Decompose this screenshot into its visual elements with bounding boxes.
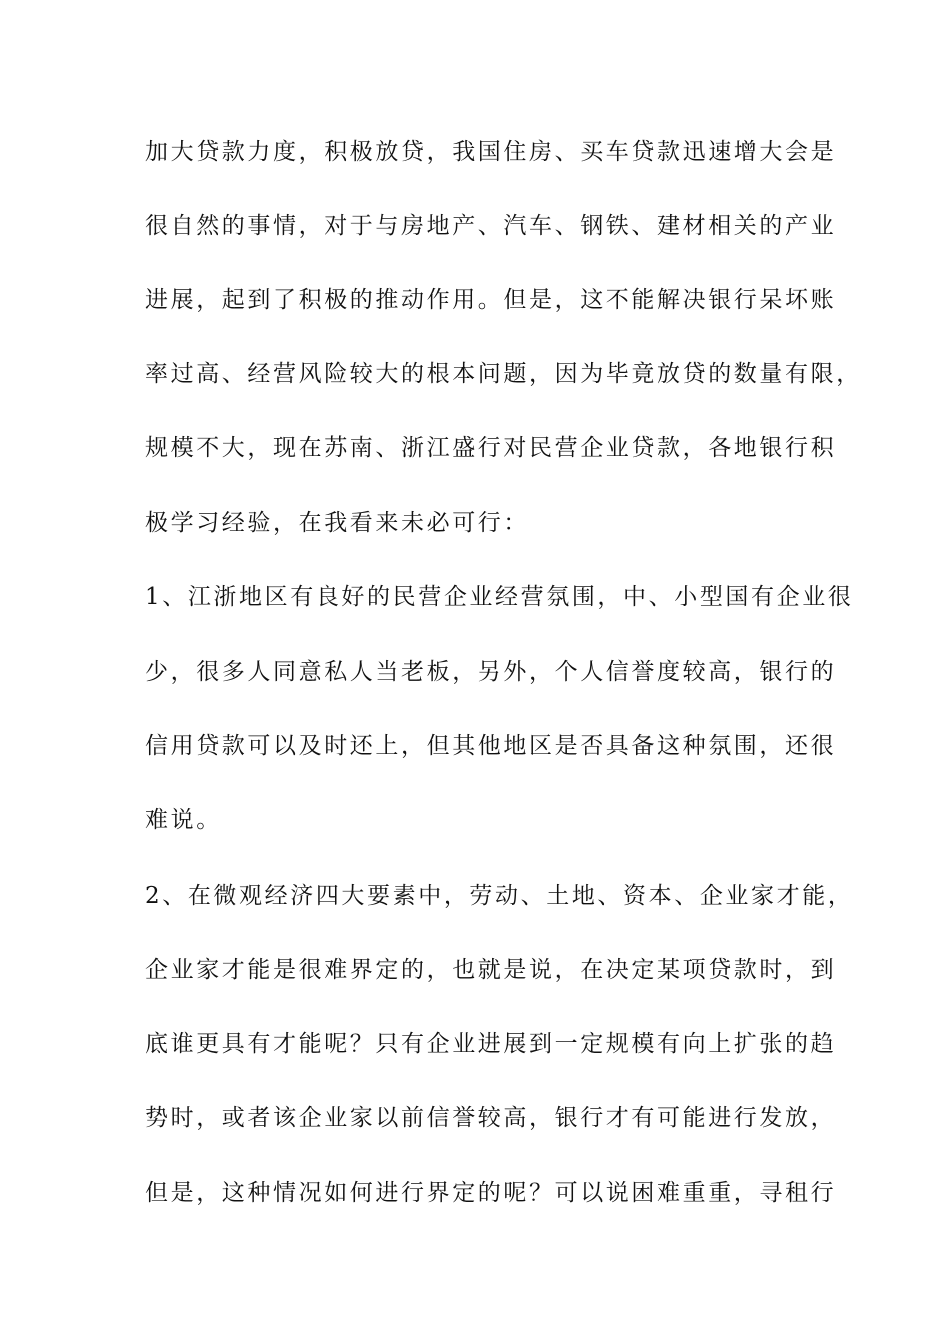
text-line: 进展，起到了积极的推动作用。但是，这不能解决银行呆坏账 (145, 287, 837, 313)
text-line: 2、在微观经济四大要素中，劳动、土地、资本、企业家才能， (145, 883, 854, 909)
text-line: 信用贷款可以及时还上，但其他地区是否具备这种氛围，还很 (145, 733, 837, 759)
text-line: 极学习经验，在我看来未必可行： (145, 510, 529, 536)
text-line: 很自然的事情，对于与房地产、汽车、钢铁、建材相关的产业 (145, 213, 837, 239)
text-line: 企业家才能是很难界定的，也就是说，在决定某项贷款时，到 (145, 957, 837, 983)
text-line: 率过高、经营风险较大的根本问题，因为毕竟放贷的数量有限， (145, 361, 862, 387)
text-line: 规模不大，现在苏南、浙江盛行对民营企业贷款，各地银行积 (145, 435, 837, 461)
text-line: 但是，这种情况如何进行界定的呢？可以说困难重重，寻租行 (145, 1180, 837, 1206)
text-line: 势时，或者该企业家以前信誉较高，银行才有可能进行发放， (145, 1105, 837, 1131)
text-line: 少，很多人同意私人当老板，另外，个人信誉度较高，银行的 (145, 659, 837, 685)
text-line: 底谁更具有才能呢？只有企业进展到一定规模有向上扩张的趋 (145, 1031, 837, 1057)
text-line: 加大贷款力度，积极放贷，我国住房、买车贷款迅速增大会是 (145, 139, 837, 165)
text-line: 1、江浙地区有良好的民营企业经营氛围，中、小型国有企业很 (145, 584, 854, 610)
text-line: 难说。 (145, 807, 222, 833)
